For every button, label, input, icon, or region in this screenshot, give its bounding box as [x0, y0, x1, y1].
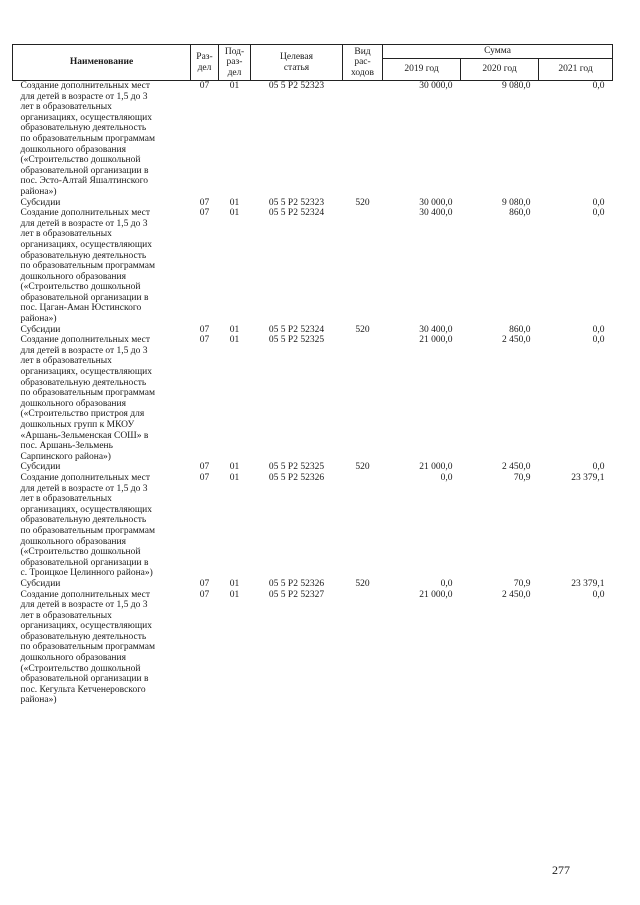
cell-y2021: 23 379,1 [571, 578, 605, 589]
cell-razdel: 07 [199, 197, 210, 208]
cell-y2020: 9 080,0 [502, 81, 531, 91]
cell-podrazdel: 01 [229, 335, 240, 346]
cell-y2021: 0,0 [592, 462, 605, 473]
cell-name: Создание дополнительных мест для детей в возрасте от 1,5 до 3 лет в образовательных организациях, осуществляющих образовательную деятельность по образовательным программам дошкольного образования («Строительство дошкольной образовательной организации в пос. Эсто-Алтай Яшалтинского района») [20, 81, 155, 197]
header-2019: 2019 год [383, 59, 461, 81]
cell-y2019: 30 400,0 [419, 208, 453, 219]
cell-razdel: 07 [199, 208, 210, 219]
table-row [13, 590, 613, 707]
cell-y2019: 21 000,0 [419, 589, 453, 600]
cell-name: Создание дополнительных мест для детей в возрасте от 1,5 до 3 лет в образовательных организациях, осуществляющих образовательную деятельность по образовательным программам дошкольного образования («Строительство пристроя для дошкольных групп к МКОУ «Аршань-Зельменская СОШ» в пос. Аршань-Зельмень Сарпинского района») [20, 335, 155, 462]
cell-y2021: 0,0 [592, 208, 605, 219]
cell-vid: 520 [355, 578, 370, 589]
cell-target: 05 5 Р2 52324 [268, 324, 325, 335]
cell-y2020: 70,9 [513, 578, 531, 589]
cell-vid [343, 335, 383, 462]
cell-y2021: 0,0 [592, 81, 605, 91]
cell-name: Создание дополнительных мест для детей в возрасте от 1,5 до 3 лет в образовательных организациях, осуществляющих образовательную деятельность по образовательным программам дошкольного образования («Строительство дошкольной образовательной организации в пос. Кегульта Кетченеровского района») [20, 589, 155, 706]
budget-table-page [12, 44, 612, 706]
cell-y2019: 30 400,0 [419, 324, 453, 335]
cell-razdel: 07 [199, 81, 210, 91]
cell-y2019: 30 000,0 [419, 197, 453, 208]
table-row [13, 462, 613, 473]
cell-vid: 520 [355, 324, 370, 335]
header-vid: Вид рас- ходов [343, 45, 383, 81]
table-row [13, 579, 613, 590]
cell-y2021: 0,0 [592, 197, 605, 208]
cell-y2020: 9 080,0 [502, 197, 531, 208]
cell-vid: 520 [355, 462, 370, 473]
cell-target: 05 5 Р2 52324 [268, 208, 325, 219]
cell-vid [343, 81, 383, 198]
cell-y2019: 30 000,0 [419, 81, 453, 91]
table-row [13, 325, 613, 336]
cell-podrazdel: 01 [229, 197, 240, 208]
table-row [13, 473, 613, 579]
table-body [13, 81, 613, 707]
cell-razdel: 07 [199, 578, 210, 589]
header-podrazdel: Под- раз- дел [219, 45, 251, 81]
cell-target: 05 5 Р2 52327 [268, 589, 325, 600]
cell-razdel: 07 [199, 589, 210, 600]
table-row [13, 81, 613, 198]
cell-y2021: 0,0 [592, 324, 605, 335]
cell-y2020: 2 450,0 [502, 462, 531, 473]
cell-target: 05 5 Р2 52323 [268, 197, 325, 208]
cell-razdel: 07 [199, 324, 210, 335]
cell-name: Создание дополнительных мест для детей в возрасте от 1,5 до 3 лет в образовательных организациях, осуществляющих образовательную деятельность по образовательным программам дошкольного образования («Строительство дошкольной образовательной организации в с. Троицкое Целинного района») [20, 472, 155, 579]
table-row [13, 198, 613, 209]
cell-razdel: 07 [199, 472, 210, 483]
cell-y2021: 0,0 [592, 335, 605, 346]
cell-target: 05 5 Р2 52325 [268, 335, 325, 346]
cell-podrazdel: 01 [229, 462, 240, 473]
cell-name: Субсидии [20, 324, 61, 335]
cell-vid [343, 473, 383, 579]
cell-name: Создание дополнительных мест для детей в возрасте от 1,5 до 3 лет в образовательных организациях, осуществляющих образовательную деятельность по образовательным программам дошкольного образования («Строительство дошкольной образовательной организации в пос. Цаган-Аман Юстинского района») [20, 208, 155, 325]
header-2020: 2020 год [461, 59, 539, 81]
budget-table [12, 44, 613, 706]
cell-podrazdel: 01 [229, 472, 240, 483]
cell-y2020: 2 450,0 [502, 589, 531, 600]
cell-y2019: 21 000,0 [419, 462, 453, 473]
cell-podrazdel: 01 [229, 81, 240, 91]
header-target: Целевая статья [251, 45, 343, 81]
table-row [13, 335, 613, 462]
cell-name: Субсидии [20, 197, 61, 208]
cell-name: Субсидии [20, 462, 61, 473]
cell-y2021: 0,0 [592, 589, 605, 600]
cell-y2019: 0,0 [440, 472, 453, 483]
cell-y2021: 23 379,1 [571, 472, 605, 483]
cell-y2019: 21 000,0 [419, 335, 453, 346]
cell-podrazdel: 01 [229, 324, 240, 335]
cell-y2020: 70,9 [513, 472, 531, 483]
cell-razdel: 07 [199, 335, 210, 346]
cell-name: Субсидии [20, 578, 61, 589]
header-2021: 2021 год [539, 59, 613, 81]
cell-target: 05 5 Р2 52326 [268, 578, 325, 589]
cell-y2020: 860,0 [509, 208, 531, 219]
page-number: 277 [552, 863, 570, 877]
header-razdel: Раз- дел [191, 45, 219, 81]
cell-target: 05 5 Р2 52326 [268, 472, 325, 483]
table-row [13, 208, 613, 325]
header-name: Наименование [13, 45, 191, 81]
cell-y2019: 0,0 [440, 578, 453, 589]
cell-vid [343, 590, 383, 707]
cell-podrazdel: 01 [229, 589, 240, 600]
cell-target: 05 5 Р2 52325 [268, 462, 325, 473]
cell-podrazdel: 01 [229, 578, 240, 589]
cell-y2020: 860,0 [509, 324, 531, 335]
cell-vid: 520 [355, 197, 370, 208]
cell-target: 05 5 Р2 52323 [268, 81, 325, 91]
header-sum: Сумма [383, 45, 613, 59]
cell-podrazdel: 01 [229, 208, 240, 219]
cell-y2020: 2 450,0 [502, 335, 531, 346]
cell-razdel: 07 [199, 462, 210, 473]
cell-vid [343, 208, 383, 325]
